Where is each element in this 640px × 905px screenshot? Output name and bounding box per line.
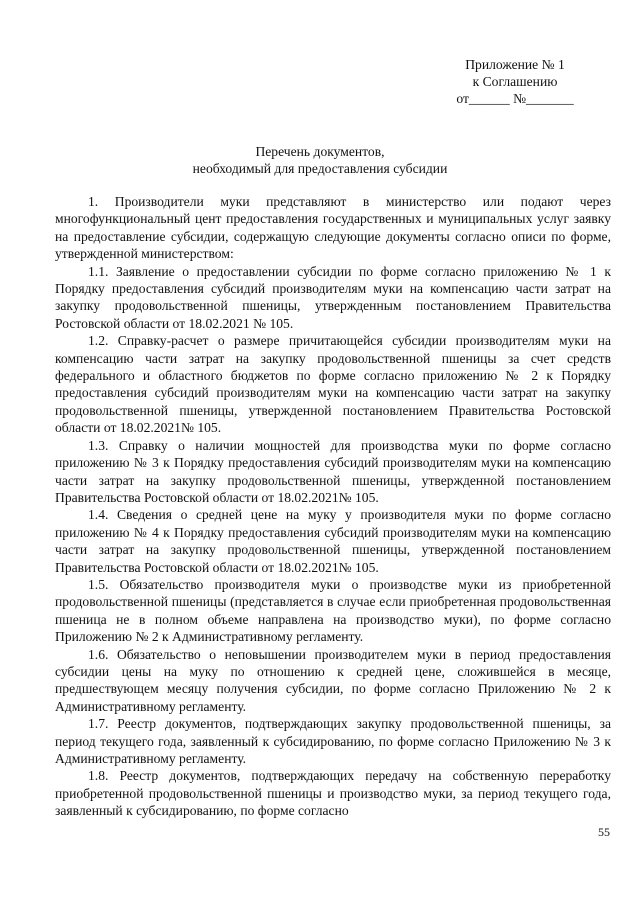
document-body [55, 193, 611, 820]
paragraph-1-5: 1.5. Обязательство производителя муки о производстве муки из приобретенной продовольственной пшеницы (представляется в случае если приобретенная продовольственная пшеница не в полном объеме направлена на производство муки), по форме согласно Приложению № 2 к Административному регламенту. [55, 576, 611, 645]
paragraph-1-7: 1.7. Реестр документов, подтверждающих закупку продовольственной пшеницы, за период текущего года, заявленный к субсидированию, по форме согласно Приложению № 3 к Административному регламенту. [55, 716, 611, 766]
paragraph-1-1: 1.1. Заявление о предоставлении субсидии по форме согласно приложению № 1 к Порядку предоставления субсидий производителям муки на компенсацию части затрат на закупку продовольственной пшеницы, утвержденным постановлением Правительства Ростовской области от 18.02.2021 № 105. [55, 263, 611, 331]
title-line-1: Перечень документов, [255, 144, 385, 159]
paragraph-1: 1. Производители муки представляют в министерство или подают через многофункциональный цент предоставления государственных и муниципальных услуг заявку на предоставление субсидии, содержащую следующие документы согласно описи по форме, утвержденной министерством: [55, 194, 611, 262]
paragraph-1-6: 1.6. Обязательство о неповышении производителем муки в период предоставления субсидии цены на муку по отношению к средней цене, сложившейся в месяце, предшествующем месяцу получения субсидии, по форме согласно Приложению № 2 к Административному регламенту. [55, 646, 611, 714]
title-line-2: необходимый для предоставления субсидии [192, 161, 448, 176]
paragraph-1-3: 1.3. Справку о наличии мощностей для производства муки по форме согласно приложению № 3 к Порядку предоставления субсидий производителям муки на компенсацию части затрат на закупку продовольственной пшеницы, утвержденной постановлением Правительства Ростовской области от 18.02.2021№ 105. [55, 437, 611, 505]
appendix-header [430, 56, 600, 107]
appendix-number: Приложение № 1 [465, 57, 565, 72]
agreement-reference: к Соглашению [472, 74, 558, 89]
paragraph-1-2: 1.2. Справку-расчет о размере причитающейся субсидии производителям муки на компенсацию части затрат на закупку продовольственной пшеницы за счет средств федерального и областного бюджетов по форме согласно приложению № 2 к Порядку предоставления субсидий производителям муки на компенсацию части затрат на закупку продовольственной пшеницы, утвержденной постановлением Правительства Ростовской области от 18.02.2021№ 105. [55, 333, 611, 436]
date-number-line: от______ №_______ [456, 91, 574, 106]
page-number: 55 [598, 825, 610, 839]
paragraph-1-4: 1.4. Сведения о средней цене на муку у производителя муки по форме согласно приложению № 4 к Порядку предоставления субсидий производителям муки на компенсацию части затрат на закупку продовольственной пшеницы, утвержденной постановлением Правительства Ростовской области от 18.02.2021№ 105. [55, 507, 611, 575]
document-title [0, 143, 640, 177]
paragraph-1-8: 1.8. Реестр документов, подтверждающих передачу на собственную переработку приобретенной продовольственной пшеницы и производство муки, за период текущего года, заявленный к субсидированию, по форме согласно [55, 768, 611, 819]
